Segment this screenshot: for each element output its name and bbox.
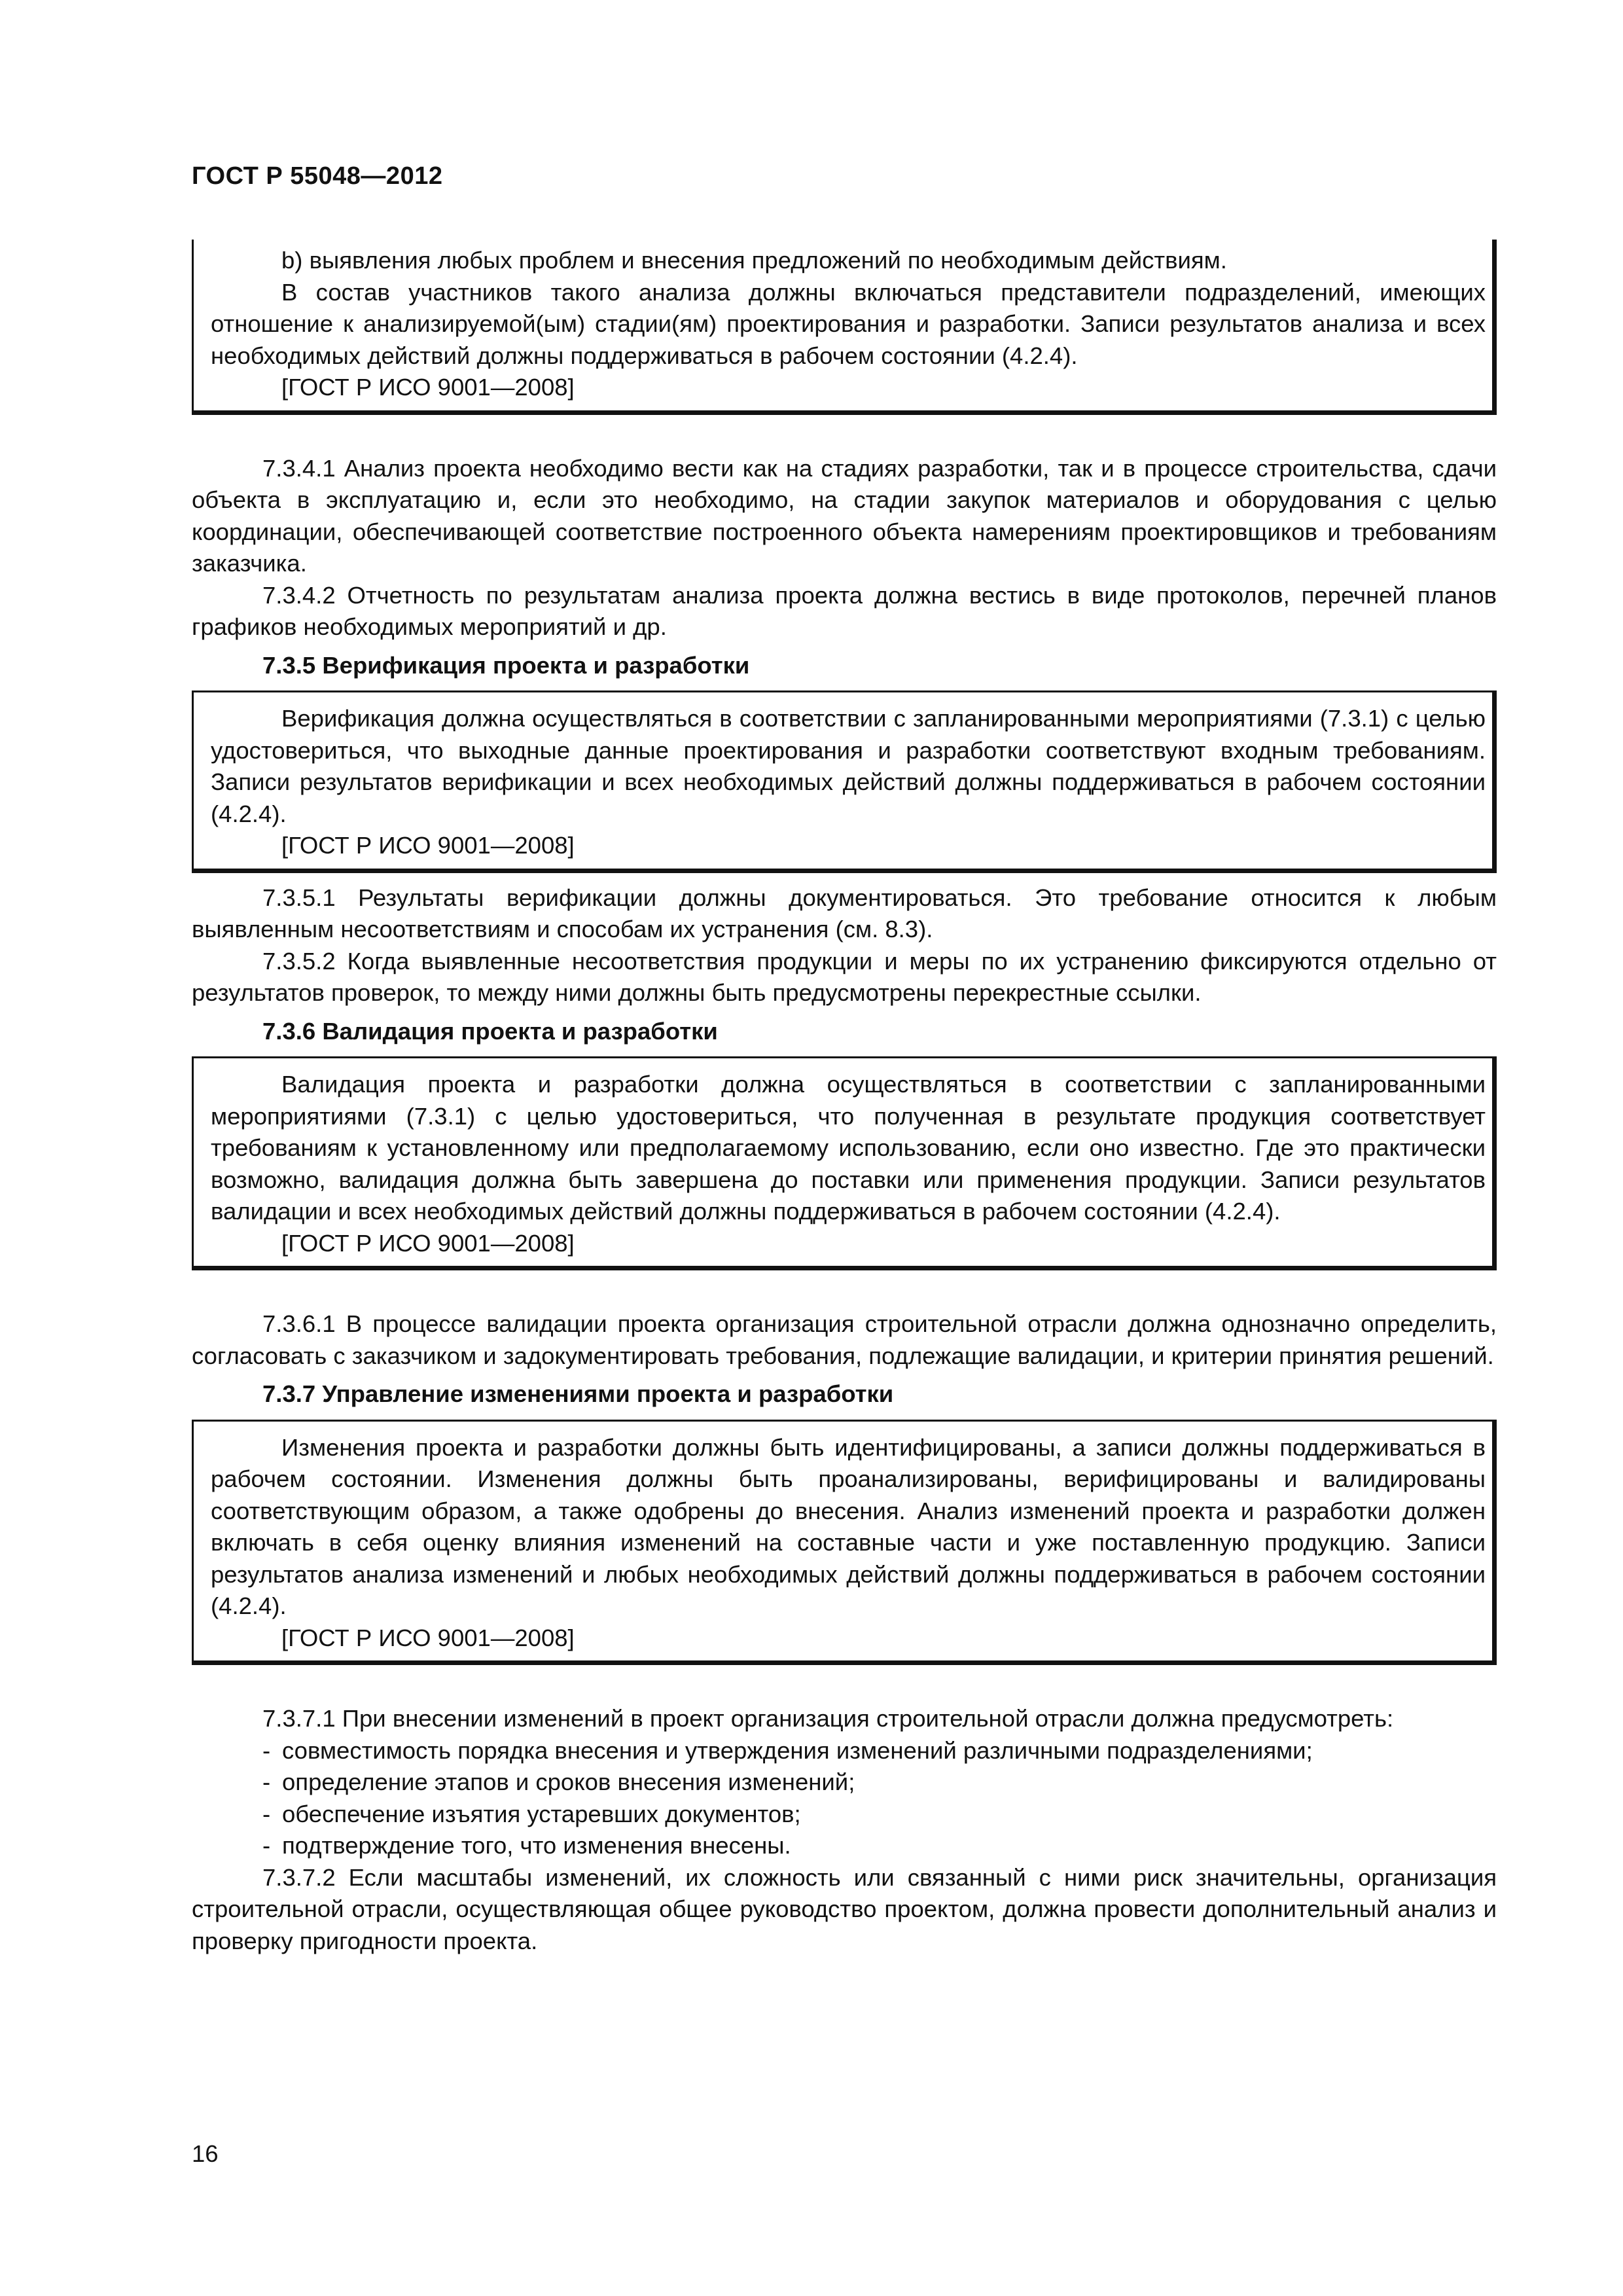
paragraph-7-3-7-2: 7.3.7.2 Если масштабы изменений, их сложность или связанный с ними риск значительны, организация строительной отрасли, осуществляющая общее руководство проектом, должна провести дополнительный анализ и проверку пригодности проекта. — [192, 1863, 1497, 1954]
quote-reference: [ГОСТ Р ИСО 9001—2008] — [281, 1229, 575, 1257]
standard-quote-box — [192, 691, 1497, 873]
quote-reference: [ГОСТ Р ИСО 9001—2008] — [281, 374, 575, 401]
spacer — [192, 415, 1497, 453]
paragraph-7-3-5-1: 7.3.5.1 Результаты верификации должны документироваться. Это требование относится к любым выявленным несоответствиям и способам их устранения (см. 8.3). — [192, 884, 1497, 942]
heading-7-3-7: 7.3.7 Управление изменениями проекта и разработки — [262, 1380, 894, 1407]
paragraph-7-3-4-1: 7.3.4.1 Анализ проекта необходимо вести как на стадиях разработки, так и в процессе строительства, сдачи объекта в эксплуатацию и, если это необходимо, на стадии закупок материалов и оборудования с целью координации, обеспечивающей соответствие построенного объекта намерениям проектировщиков и требованиям заказчика. — [192, 454, 1497, 577]
list-item — [192, 1799, 1497, 1831]
list-item — [192, 1830, 1497, 1862]
paragraph-7-3-6-1: 7.3.6.1 В процессе валидации проекта организация строительной отрасли должна однозначно определить, согласовать с заказчиком и задокументировать требования, подлежащие валидации, и критерии принятия решений. — [192, 1310, 1497, 1369]
list-dash: - — [262, 1736, 271, 1764]
list-item-text: подтверждение того, что изменения внесены. — [282, 1832, 791, 1859]
spacer — [192, 1665, 1497, 1703]
quote-paragraph: В состав участников такого анализа должны включаться представители подразделений, имеющих отношение к анализируемой(ым) стадии(ям) проектирования и разработки. Записи результатов анализа и всех необходимых действий должны поддерживаться в рабочем состоянии (4.2.4). — [211, 278, 1486, 369]
heading-7-3-5: 7.3.5 Верификация проекта и разработки — [262, 651, 750, 679]
spacer — [192, 873, 1497, 882]
standard-quote-box — [192, 1056, 1497, 1270]
paragraph-7-3-5-2: 7.3.5.2 Когда выявленные несоответствия продукции и меры по их устранению фиксируются отдельно от результатов проверок, то между ними должны быть предусмотрены перекрестные ссылки. — [192, 947, 1497, 1006]
heading-7-3-6: 7.3.6 Валидация проекта и разработки — [262, 1017, 718, 1045]
quote-paragraph: Изменения проекта и разработки должны быть идентифицированы, а записи должны поддерживаться в рабочем состоянии. Изменения должны быть проанализированы, верифицированы и валидированы соответствующим образом, а также одобрены до внесения. Анализ изменений проекта и разработки должен включать в себя оценку влияния изменений на составные части и уже поставленную продукцию. Записи результатов анализа изменений и любых необходимых действий должны поддерживаться в рабочем состоянии (4.2.4). — [211, 1433, 1486, 1619]
requirements-list — [192, 1735, 1497, 1862]
document-body — [192, 240, 1497, 1957]
quote-paragraph: Валидация проекта и разработки должна осуществляться в соответствии с запланированными мероприятиями (7.3.1) с целью удостовериться, что полученная в результате продукция соответствует требованиям к установленному или предполагаемому использованию, если оно известно. Где это практически возможно, валидация должна быть завершена до поставки или применения продукции. Записи результатов валидации и всех необходимых действий должны поддерживаться в рабочем состоянии (4.2.4). — [211, 1071, 1486, 1225]
list-dash: - — [262, 1832, 271, 1859]
quote-paragraph: Верификация должна осуществляться в соответствии с запланированными мероприятиями (7.3.1) с целью удостовериться, что выходные данные проектирования и разработки соответствуют входным требованиям. Записи результатов верификации и всех необходимых действий должны поддерживаться в рабочем состоянии (4.2.4). — [211, 705, 1486, 827]
quote-reference: [ГОСТ Р ИСО 9001—2008] — [281, 832, 575, 859]
list-item-text: совместимость порядка внесения и утверждения изменений различными подразделениями; — [282, 1736, 1313, 1764]
document-code-header: ГОСТ Р 55048—2012 — [192, 162, 443, 190]
list-item-text: определение этапов и сроков внесения изменений; — [282, 1768, 855, 1795]
paragraph-7-3-7-1: 7.3.7.1 При внесении изменений в проект организация строительной отрасли должна предусмотреть: — [262, 1705, 1394, 1732]
page-number: 16 — [192, 2140, 219, 2167]
quote-list-item-b: b) выявления любых проблем и внесения предложений по необходимым действиям. — [281, 247, 1227, 274]
list-dash: - — [262, 1768, 271, 1795]
paragraph-7-3-4-2: 7.3.4.2 Отчетность по результатам анализа проекта должна вестись в виде протоколов, перечней планов графиков необходимых мероприятий и др. — [192, 581, 1497, 640]
list-item — [192, 1767, 1497, 1799]
spacer — [192, 1270, 1497, 1308]
list-item-text: обеспечение изъятия устаревших документов; — [282, 1800, 801, 1827]
quote-reference: [ГОСТ Р ИСО 9001—2008] — [281, 1624, 575, 1651]
standard-quote-box — [192, 240, 1497, 415]
list-dash: - — [262, 1800, 271, 1827]
standard-quote-box — [192, 1420, 1497, 1666]
list-item — [192, 1735, 1497, 1767]
